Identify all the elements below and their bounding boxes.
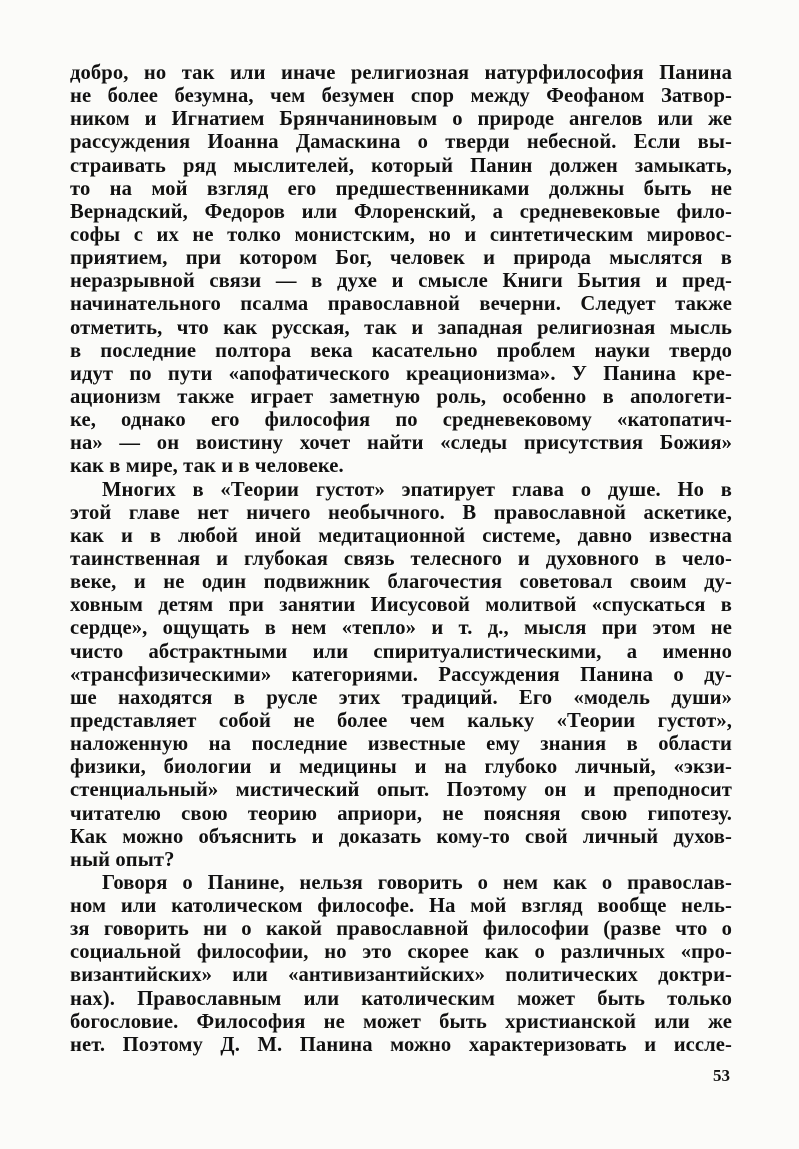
text-line: добро, но так или иначе религиозная натурфилософия Панина: [70, 62, 732, 84]
text-line: на» — он воистину хочет найти «следы присутствия Божия»: [70, 432, 732, 455]
text-line: чисто абстрактными или спиритуалистическими, а именно: [70, 640, 732, 663]
text-line: наложенную на последние известные ему знания в области: [70, 733, 732, 756]
text-line: византийских» или «антивизантийских» политических доктри-: [70, 964, 732, 987]
text-line: приятием, при котором Бог, человек и природа мыслятся в: [70, 247, 732, 270]
text-line: веке, и не один подвижник благочестия советовал своим ду-: [70, 571, 732, 594]
text-line: Говоря о Панине, нельзя говорить о нем как о православ-: [102, 871, 732, 894]
text-line: ховным детям при занятии Иисусовой молитвой «спускаться в: [70, 594, 732, 617]
page-number: 53: [713, 1066, 730, 1085]
text-line: социальной философии, но это скорее как о различных «про-: [70, 941, 732, 964]
text-line: читателю свою теорию априори, не поясняя свою гипотезу.: [70, 802, 732, 825]
text-line: сердце», ощущать в нем «тепло» и т. д., мысля при этом не: [70, 617, 732, 640]
text-line: начинательного псалма православной вечерни. Следует также: [70, 293, 732, 316]
text-line: идут по пути «апофатического креационизма». У Панина кре-: [70, 362, 732, 385]
text-line: ационизм также играет заметную роль, особенно в апологети-: [70, 385, 732, 408]
paragraph-1: [70, 62, 732, 479]
text-line: «трансфизическими» категориями. Рассуждения Панина о ду-: [70, 663, 732, 686]
text-line: этой главе нет ничего необычного. В православной аскетике,: [70, 501, 732, 524]
text-line: неразрывной связи — в духе и смысле Книги Бытия и пред-: [70, 270, 732, 293]
text-line: то на мой взгляд его предшественниками должны быть не: [70, 177, 732, 200]
text-line: стенциальный» мистический опыт. Поэтому он и преподносит: [70, 779, 732, 802]
text-line: нах). Православным или католическим может быть только: [70, 987, 732, 1010]
text-line: зя говорить ни о какой православной философии (разве что о: [70, 918, 732, 941]
text-line: рассуждения Иоанна Дамаскина о тверди небесной. Если вы-: [70, 131, 732, 154]
text-line: страивать ряд мыслителей, который Панин должен замыкать,: [70, 154, 732, 177]
text-line: ном или католическом философе. На мой взгляд вообще нель-: [70, 895, 732, 918]
text-line: софы с их не толко монистским, но и синтетическим мировос-: [70, 223, 732, 246]
text-line: ке, однако его философия по средневековому «катопатич-: [70, 409, 732, 432]
text-line: таинственная и глубокая связь телесного и духовного в чело-: [70, 547, 732, 570]
text-line: нет. Поэтому Д. М. Панина можно характеризовать и иссле-: [70, 1033, 732, 1056]
text-line: не более безумна, чем безумен спор между Феофаном Затвор-: [70, 85, 732, 108]
text-line: представляет собой не более чем кальку «Теории густот»,: [70, 709, 732, 732]
text-line: как и в любой иной медитационной системе, давно известна: [70, 524, 732, 547]
text-line: Как можно объяснить и доказать кому-то свой личный духов-: [70, 825, 732, 848]
text-line: физики, биологии и медицины и на глубоко личный, «экзи-: [70, 756, 732, 779]
text-line: богословие. Философия не может быть христианской или же: [70, 1010, 732, 1033]
paragraph-3: [70, 872, 732, 1057]
text-line: ный опыт?: [70, 848, 175, 871]
text-line: отметить, что как русская, так и западная религиозная мысль: [70, 316, 732, 339]
text-line: в последние полтора века касательно проблем науки твердо: [70, 339, 732, 362]
body-text: [70, 62, 732, 1057]
paragraph-2: [70, 479, 732, 872]
text-line: Многих в «Теории густот» эпатирует глава о душе. Но в: [102, 478, 732, 501]
text-line: Вернадский, Федоров или Флоренский, а средневековые фило-: [70, 200, 732, 223]
text-line: ше находятся в русле этих традиций. Его «модель души»: [70, 686, 732, 709]
text-line: как в мире, так и в человеке.: [70, 455, 344, 478]
text-line: ником и Игнатием Брянчаниновым о природе ангелов или же: [70, 108, 732, 131]
